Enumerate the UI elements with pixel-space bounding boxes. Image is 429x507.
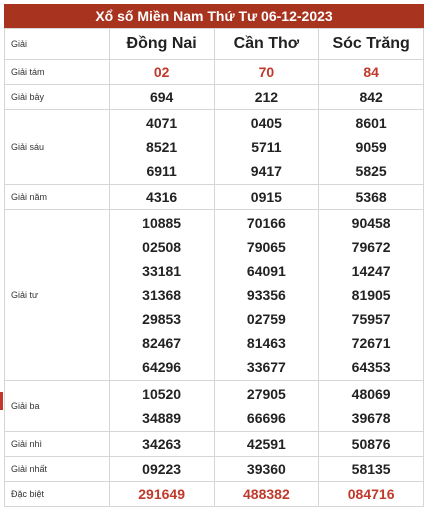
prize-cell-soc-trang xyxy=(319,210,424,381)
prize-number: 34263 xyxy=(142,436,182,452)
prize-number: 79065 xyxy=(246,239,286,255)
prize-cell-can-tho xyxy=(214,381,319,432)
prize-number: 02 xyxy=(153,64,170,80)
prize-cell-soc-trang xyxy=(319,85,424,110)
prize-number: 58135 xyxy=(351,461,391,477)
prize-cell-can-tho xyxy=(214,210,319,381)
prize-number: 72671 xyxy=(351,335,391,351)
prize-cell-can-tho xyxy=(214,432,319,457)
prize-number: 64296 xyxy=(142,359,182,375)
prize-number: 8521 xyxy=(146,139,178,155)
prize-row-giai-sau xyxy=(5,110,424,185)
prize-number: 842 xyxy=(359,89,383,105)
prize-number: 29853 xyxy=(142,311,182,327)
prize-number: 0405 xyxy=(250,115,282,131)
prize-number: 82467 xyxy=(142,335,182,351)
prize-number: 14247 xyxy=(351,263,391,279)
prize-cell-soc-trang xyxy=(319,185,424,210)
prize-cell-can-tho xyxy=(214,185,319,210)
prize-number: 81905 xyxy=(351,287,391,303)
prize-label: Giải năm xyxy=(5,185,110,210)
province-header-dong-nai[interactable]: Đồng Nai xyxy=(109,29,214,60)
prize-number: 42591 xyxy=(246,436,286,452)
prize-number: 5711 xyxy=(251,139,282,155)
prize-cell-soc-trang xyxy=(319,482,424,507)
prize-cell-can-tho xyxy=(214,110,319,185)
prize-cell-dong-nai xyxy=(109,210,214,381)
prize-label: Giải tám xyxy=(5,60,110,85)
prize-number: 70166 xyxy=(246,215,286,231)
prize-number: 6911 xyxy=(146,163,177,179)
prize-number: 75957 xyxy=(351,311,391,327)
prize-number: 4071 xyxy=(146,115,178,131)
prize-row-giai-nam xyxy=(5,185,424,210)
prize-row-giai-bay xyxy=(5,85,424,110)
prize-row-giai-tam xyxy=(5,60,424,85)
prize-number: 10885 xyxy=(142,215,182,231)
prize-number: 291649 xyxy=(138,486,185,502)
prize-cell-dong-nai xyxy=(109,85,214,110)
prize-number: 64091 xyxy=(246,263,286,279)
left-edge-accent xyxy=(0,392,3,410)
prize-row-giai-ba xyxy=(5,381,424,432)
prize-number: 10520 xyxy=(142,386,182,402)
prize-number: 02759 xyxy=(246,311,286,327)
prize-cell-dong-nai xyxy=(109,60,214,85)
prize-cell-dong-nai xyxy=(109,185,214,210)
prize-cell-can-tho xyxy=(214,60,319,85)
province-header-can-tho[interactable]: Cần Thơ xyxy=(214,29,319,60)
prize-label: Giải bảy xyxy=(5,85,110,110)
prize-number: 02508 xyxy=(142,239,182,255)
prize-number: 084716 xyxy=(347,486,395,502)
prize-cell-dong-nai xyxy=(109,482,214,507)
prize-number: 33677 xyxy=(246,359,286,375)
prize-number: 79672 xyxy=(351,239,391,255)
prize-number: 50876 xyxy=(351,436,391,452)
prize-row-dac-biet xyxy=(5,482,424,507)
prize-number: 31368 xyxy=(142,287,182,303)
prize-number: 9417 xyxy=(250,163,282,179)
results-title: Xổ số Miền Nam Thứ Tư 06-12-2023 xyxy=(4,4,424,28)
prize-number: 34889 xyxy=(142,410,182,426)
prize-number: 4316 xyxy=(146,189,178,205)
header-row xyxy=(5,29,424,60)
prize-number: 09223 xyxy=(142,461,182,477)
prize-label: Đặc biệt xyxy=(5,482,110,507)
prize-number: 48069 xyxy=(351,386,391,402)
prize-number: 9059 xyxy=(355,139,387,155)
prize-number: 8601 xyxy=(355,115,387,131)
prize-number: 93356 xyxy=(246,287,286,303)
prize-number: 39678 xyxy=(351,410,391,426)
prize-number: 212 xyxy=(254,89,279,105)
prize-number: 70 xyxy=(258,64,275,80)
prize-cell-dong-nai xyxy=(109,110,214,185)
prize-number: 81463 xyxy=(246,335,286,351)
prize-cell-soc-trang xyxy=(319,457,424,482)
prize-number: 33181 xyxy=(142,263,182,279)
prize-row-giai-tu xyxy=(5,210,424,381)
prize-cell-can-tho xyxy=(214,85,319,110)
prize-label: Giải ba xyxy=(5,381,110,432)
prize-number: 66696 xyxy=(246,410,286,426)
prize-number: 84 xyxy=(363,64,379,80)
prize-number: 5825 xyxy=(355,163,387,179)
prize-number: 488382 xyxy=(243,486,290,502)
prize-cell-soc-trang xyxy=(319,110,424,185)
prize-cell-soc-trang xyxy=(319,60,424,85)
prize-cell-dong-nai xyxy=(109,381,214,432)
prize-row-giai-nhat xyxy=(5,457,424,482)
prize-label: Giải sáu xyxy=(5,110,110,185)
prize-number: 5368 xyxy=(355,189,387,205)
prize-cell-soc-trang xyxy=(319,432,424,457)
prize-number: 27905 xyxy=(246,386,286,402)
prize-label: Giải tư xyxy=(5,210,110,381)
prize-cell-can-tho xyxy=(214,482,319,507)
prize-number: 0915 xyxy=(250,189,282,205)
prize-cell-can-tho xyxy=(214,457,319,482)
prize-number: 694 xyxy=(149,89,174,105)
prize-cell-soc-trang xyxy=(319,381,424,432)
prize-number: 90458 xyxy=(351,215,391,231)
prize-column-header: Giải xyxy=(5,29,110,60)
prize-cell-dong-nai xyxy=(109,457,214,482)
province-header-soc-trang[interactable]: Sóc Trăng xyxy=(319,29,424,60)
prize-label: Giải nhì xyxy=(5,432,110,457)
lottery-results-widget xyxy=(4,4,424,507)
prize-number: 64353 xyxy=(351,359,391,375)
prize-row-giai-nhi xyxy=(5,432,424,457)
prize-number: 39360 xyxy=(246,461,286,477)
results-table xyxy=(4,28,424,507)
prize-cell-dong-nai xyxy=(109,432,214,457)
prize-label: Giải nhất xyxy=(5,457,110,482)
